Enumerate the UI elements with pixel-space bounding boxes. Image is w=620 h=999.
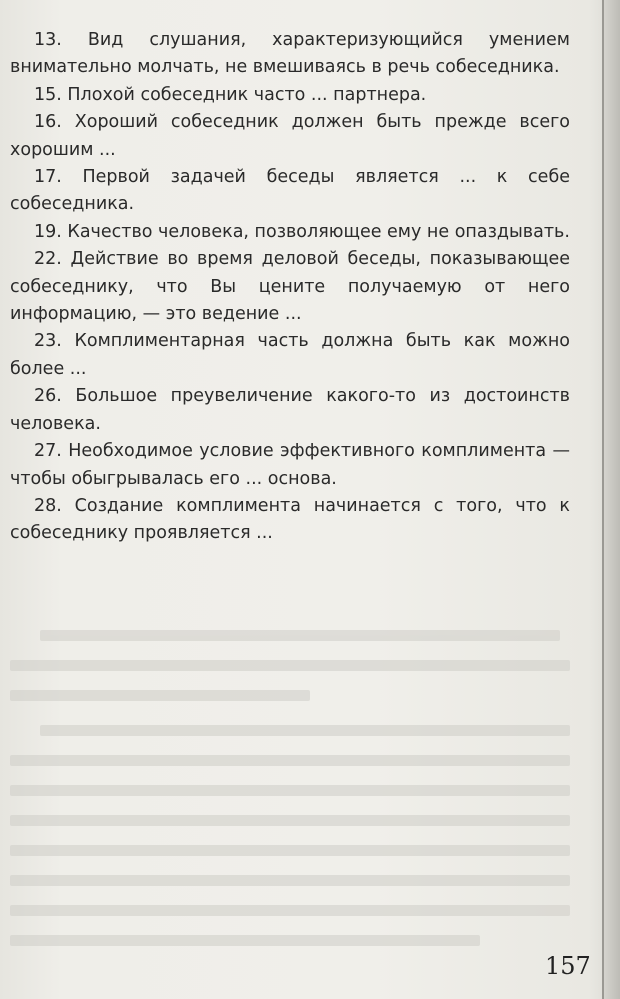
clue-26: 26. Большое преувеличение какого-то из достоинств человека. xyxy=(10,386,570,434)
clue-27: 27. Необходимое условие эффективного комплимента — чтобы обыгрывалась его ... основа. xyxy=(10,441,570,489)
clue-28: 28. Создание комплимента начинается с того, что к собеседнику проявляется ... xyxy=(10,495,570,544)
clue-22: 22. Действие во время деловой беседы, показывающее собеседнику, что Вы цените получаемую от него информацию, — это ведение ... xyxy=(10,249,570,325)
clue-15: 15. Плохой собеседник часто ... партнера. xyxy=(34,84,427,105)
clue-13: 13. Вид слушания, характеризующийся умением внимательно молчать, не вмешиваясь в речь собеседника. xyxy=(10,30,570,78)
bleed-through-background xyxy=(0,590,600,950)
clue-16: 16. Хороший собеседник должен быть прежде всего хорошим ... xyxy=(10,112,570,160)
clue-19: 19. Качество человека, позволяющее ему не опаздывать. xyxy=(34,221,570,242)
page-number: 157 xyxy=(545,952,591,980)
clue-17: 17. Первой задачей беседы является ... к себе собеседника. xyxy=(10,167,570,215)
clue-23: 23. Комплиментарная часть должна быть как можно более ... xyxy=(10,331,570,379)
crossword-clues xyxy=(10,27,570,548)
page-edge xyxy=(602,0,620,999)
